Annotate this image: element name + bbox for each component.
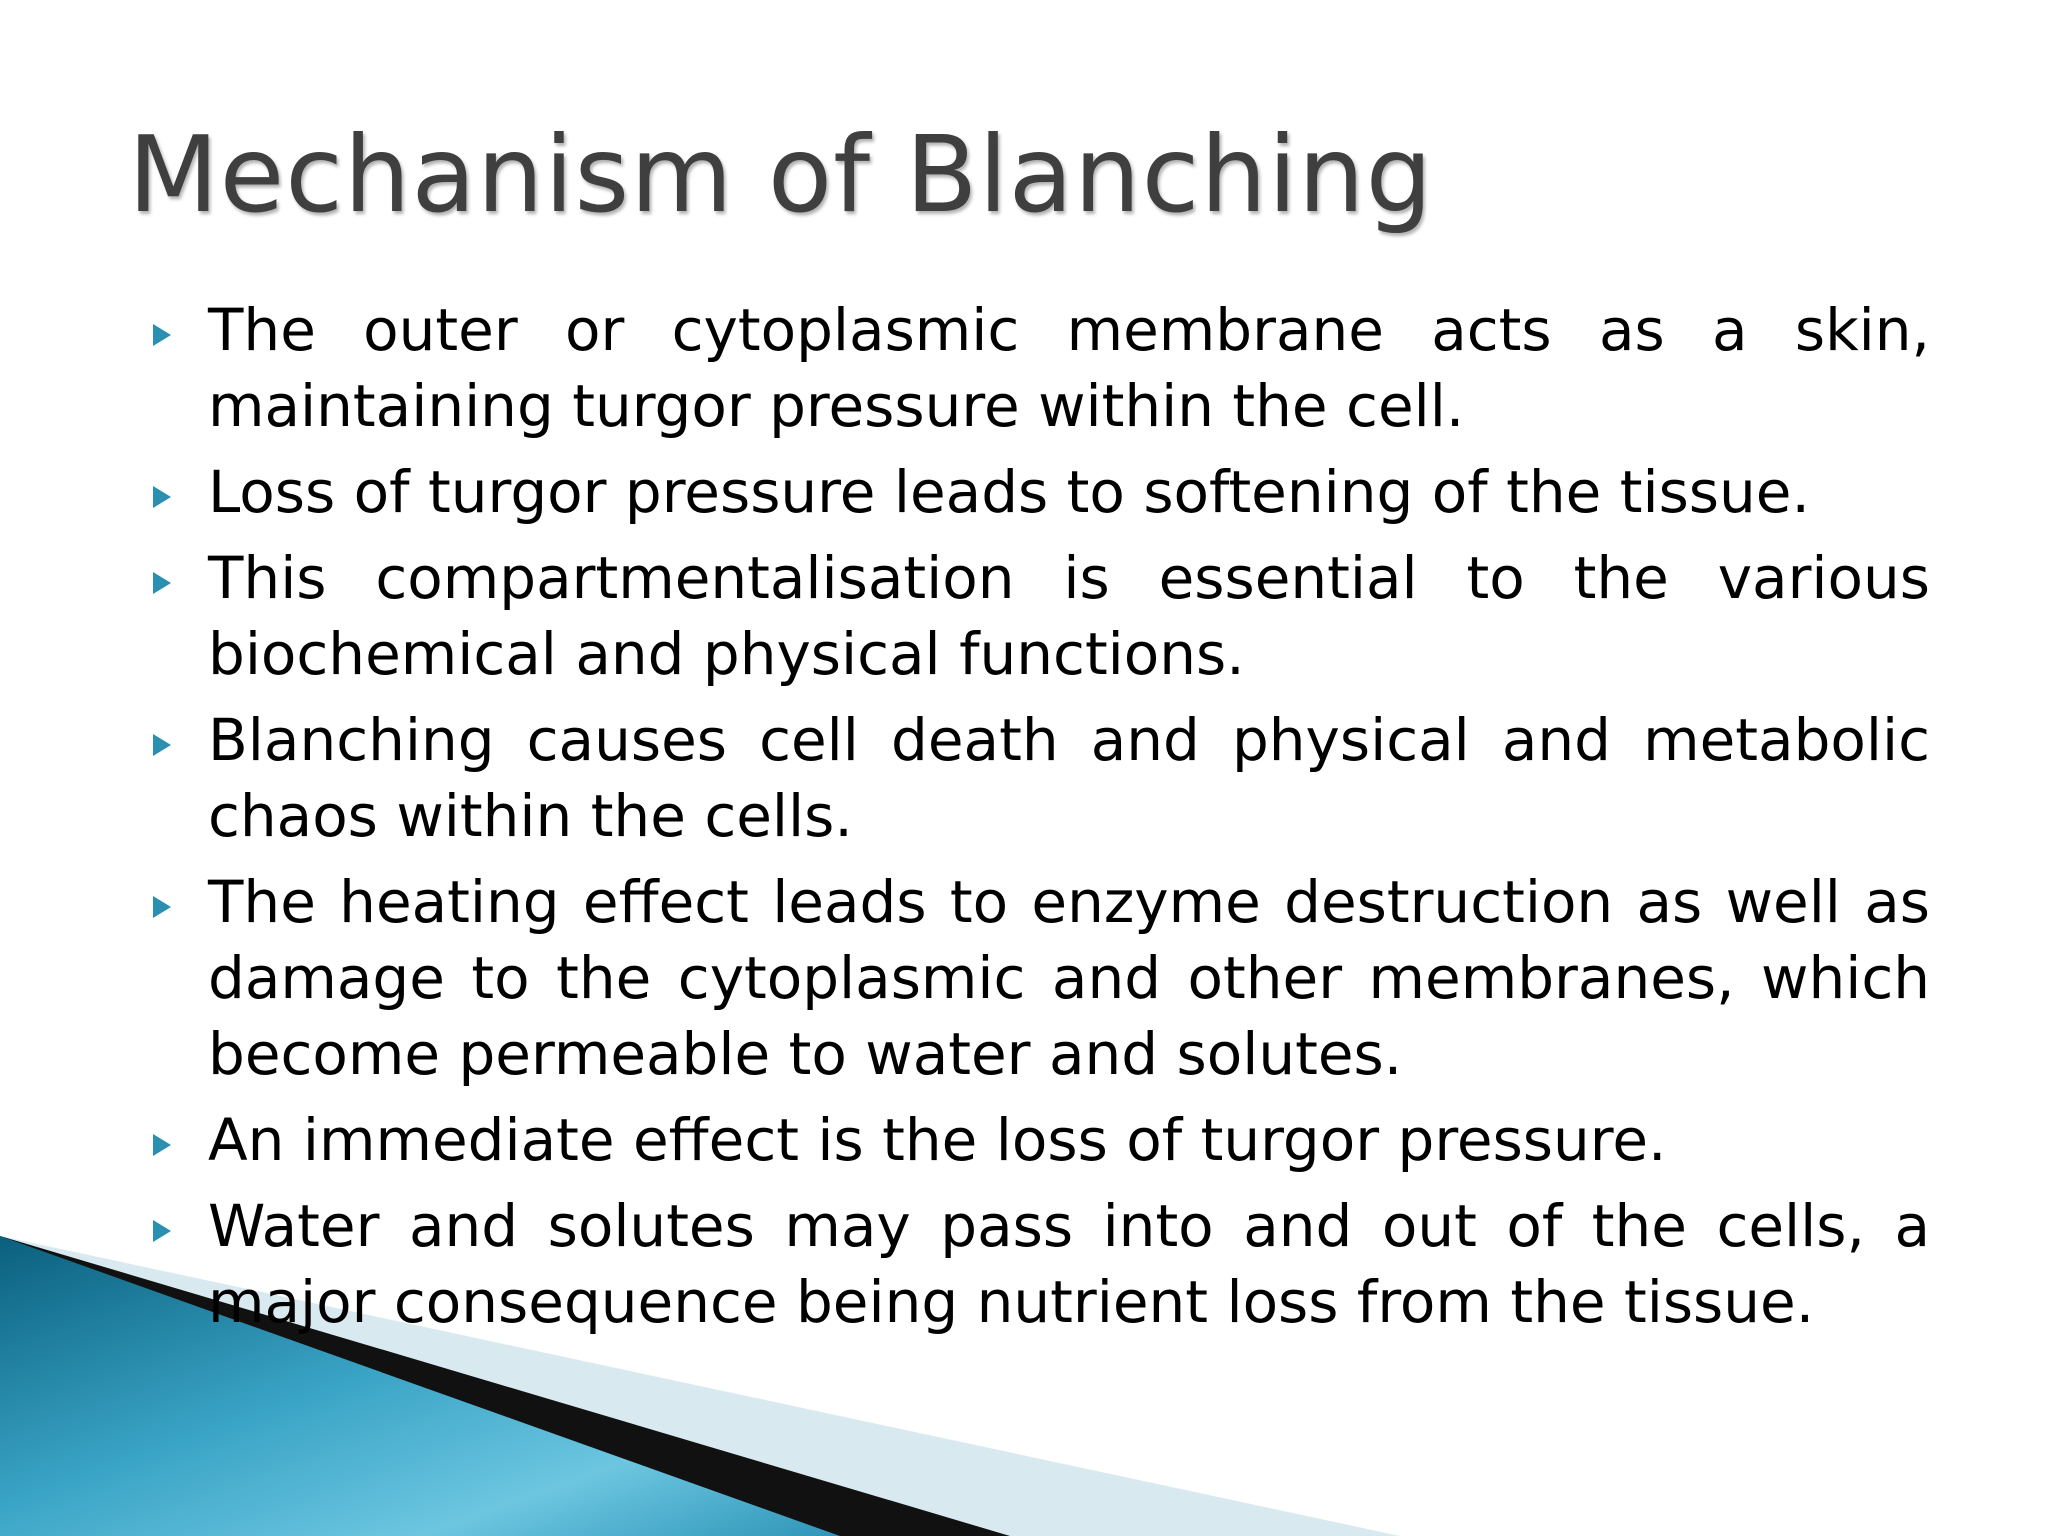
slide-title: Mechanism of Blanching bbox=[128, 114, 1434, 236]
bullet-text: Loss of turgor pressure leads to softening of the tissue. bbox=[208, 458, 1810, 526]
bullet-item bbox=[140, 1188, 1930, 1340]
bullet-text: Water and solutes may pass into and out of the cells, a major consequence being nutrient loss from the tissue. bbox=[208, 1192, 1930, 1336]
bullet-text: The outer or cytoplasmic membrane acts as a skin, maintaining turgor pressure within the cell. bbox=[208, 296, 1930, 440]
bullet-item bbox=[140, 454, 1930, 530]
bullet-text: The heating effect leads to enzyme destruction as well as damage to the cytoplasmic and other membranes, which become permeable to water and solutes. bbox=[208, 868, 1930, 1088]
triangle-right-icon bbox=[140, 292, 208, 368]
triangle-right-icon bbox=[140, 702, 208, 778]
bullet-item bbox=[140, 864, 1930, 1092]
bullet-item bbox=[140, 1102, 1930, 1178]
bullet-item bbox=[140, 540, 1930, 692]
triangle-right-icon bbox=[140, 454, 208, 530]
bullet-list bbox=[140, 292, 1930, 1350]
triangle-right-icon bbox=[140, 540, 208, 616]
bullet-item bbox=[140, 292, 1930, 444]
triangle-right-icon bbox=[140, 1102, 208, 1178]
bullet-text: Blanching causes cell death and physical and metabolic chaos within the cells. bbox=[208, 706, 1930, 850]
bullet-text: This compartmentalisation is essential to the various biochemical and physical functions. bbox=[208, 544, 1930, 688]
bullet-text: An immediate effect is the loss of turgor pressure. bbox=[208, 1106, 1667, 1174]
bullet-item bbox=[140, 702, 1930, 854]
triangle-right-icon bbox=[140, 864, 208, 940]
triangle-right-icon bbox=[140, 1188, 208, 1264]
